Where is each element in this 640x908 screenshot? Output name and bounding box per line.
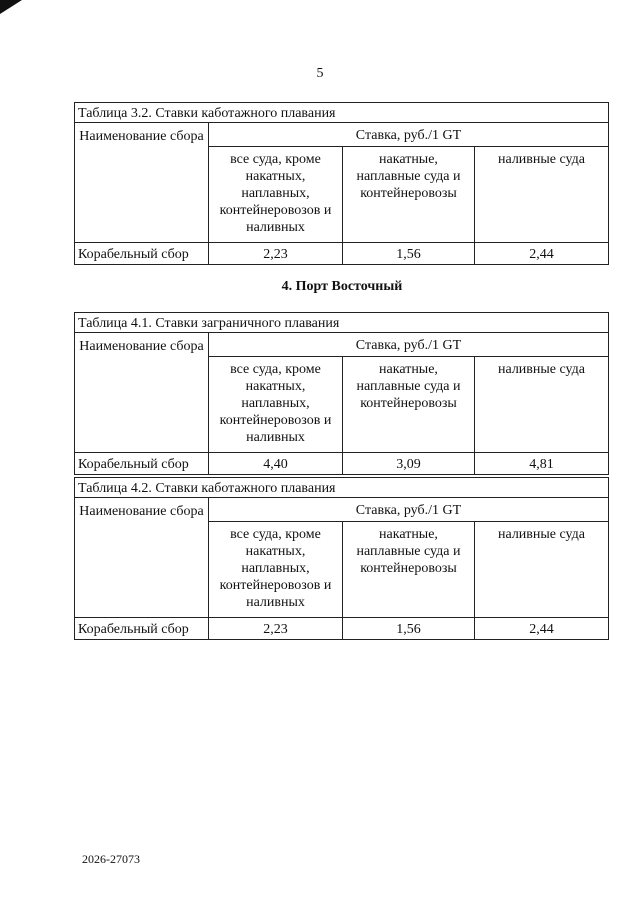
- table-caption: Таблица 4.1. Ставки заграничного плавания: [75, 313, 609, 333]
- name-column-header: Наименование сбора: [75, 498, 209, 618]
- table-row: [75, 453, 609, 475]
- category-header: наливные суда: [475, 357, 609, 453]
- category-header: накатные, наплавные суда и контейнеровозы: [343, 147, 475, 243]
- category-header: наливные суда: [475, 147, 609, 243]
- table-row: [75, 618, 609, 640]
- category-header: все суда, кроме накатных, наплавных, контейнеровозов и наливных: [209, 522, 343, 618]
- category-header: наливные суда: [475, 522, 609, 618]
- rate-value: 2,44: [475, 618, 609, 640]
- name-column-header: Наименование сбора: [75, 123, 209, 243]
- rate-value: 2,23: [209, 243, 343, 265]
- name-column-header: Наименование сбора: [75, 333, 209, 453]
- table-caption: Таблица 4.2. Ставки каботажного плавания: [75, 478, 609, 498]
- rate-column-header: Ставка, руб./1 GT: [209, 498, 609, 522]
- scan-corner-mark: [0, 0, 22, 14]
- category-header: все суда, кроме накатных, наплавных, контейнеровозов и наливных: [209, 357, 343, 453]
- rate-column-header: Ставка, руб./1 GT: [209, 123, 609, 147]
- category-header: все суда, кроме накатных, наплавных, контейнеровозов и наливных: [209, 147, 343, 243]
- row-label: Корабельный сбор: [75, 453, 209, 475]
- category-header: накатные, наплавные суда и контейнеровозы: [343, 522, 475, 618]
- rate-value: 1,56: [343, 618, 475, 640]
- rate-value: 4,40: [209, 453, 343, 475]
- table-4-2: [74, 477, 609, 640]
- table-3-2: [74, 102, 609, 265]
- table-row: [75, 243, 609, 265]
- rate-value: 1,56: [343, 243, 475, 265]
- rate-column-header: Ставка, руб./1 GT: [209, 333, 609, 357]
- table-caption: Таблица 3.2. Ставки каботажного плавания: [75, 103, 609, 123]
- rate-value: 3,09: [343, 453, 475, 475]
- table-4-1: [74, 312, 609, 475]
- rate-value: 4,81: [475, 453, 609, 475]
- category-header: накатные, наплавные суда и контейнеровозы: [343, 357, 475, 453]
- row-label: Корабельный сбор: [75, 243, 209, 265]
- section-heading: 4. Порт Восточный: [281, 279, 403, 294]
- row-label: Корабельный сбор: [75, 618, 209, 640]
- document-code: 2026-27073: [82, 852, 140, 866]
- rate-value: 2,44: [475, 243, 609, 265]
- page-number: 5: [316, 66, 324, 81]
- rate-value: 2,23: [209, 618, 343, 640]
